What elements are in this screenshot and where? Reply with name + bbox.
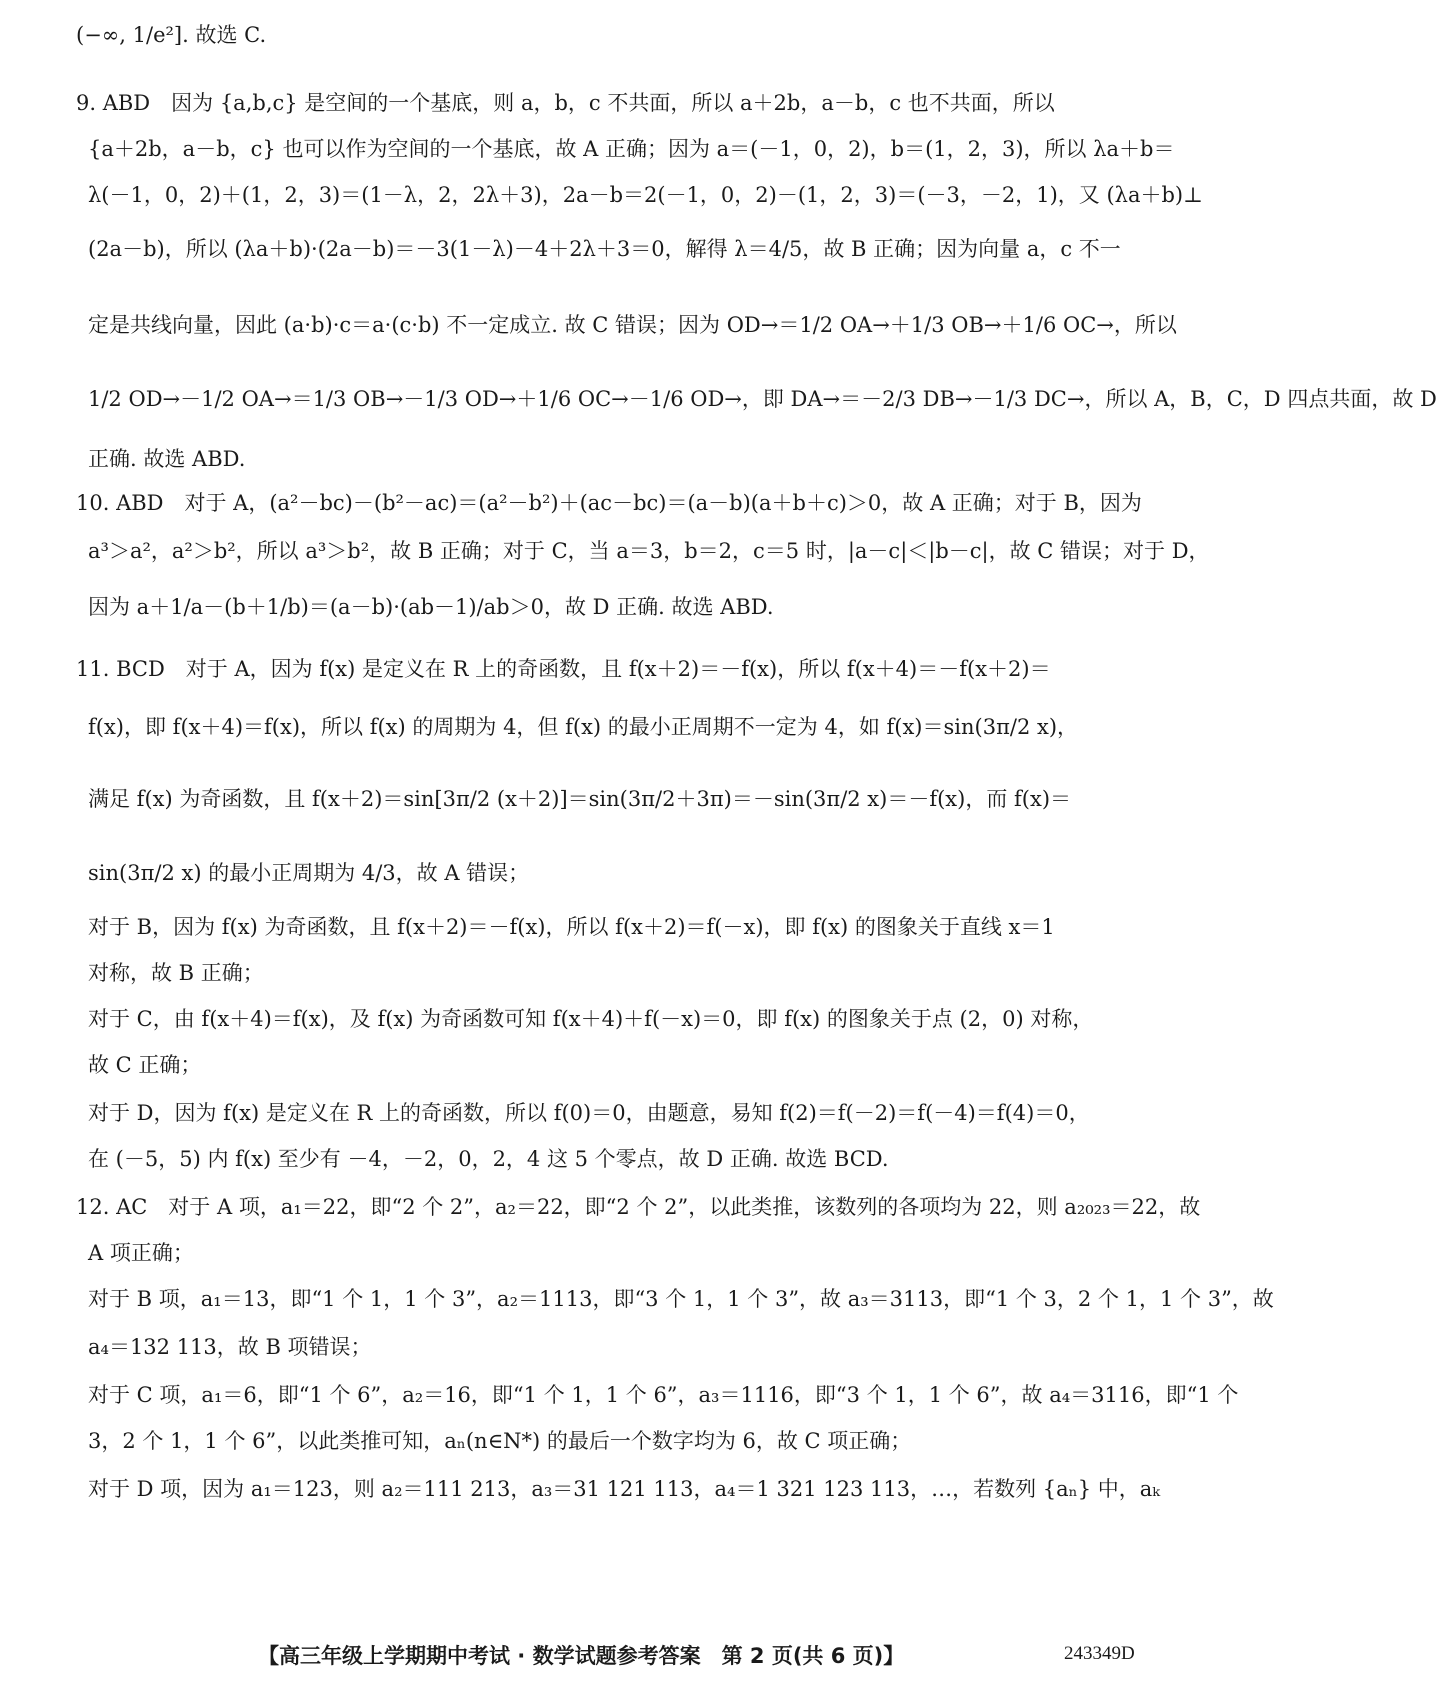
text-line: 定是共线向量，因此 (a·b)·c＝a·(c·b) 不一定成立. 故 C 错误；因为 OD→＝1/2 OA→＋1/3 OB→＋1/6 OC→，所以	[88, 313, 1177, 337]
text-line: 对于 B，因为 f(x) 为奇函数，且 f(x＋2)＝－f(x)，所以 f(x＋2)＝f(－x)，即 f(x) 的图象关于直线 x＝1	[88, 915, 1055, 939]
text-line: 因为 a＋1/a－(b＋1/b)＝(a－b)·(ab－1)/ab＞0，故 D 正确. 故选 ABD.	[88, 595, 774, 619]
text-line: 在 (－5，5) 内 f(x) 至少有 －4，－2，0，2，4 这 5 个零点，故 D 正确. 故选 BCD.	[88, 1147, 889, 1171]
text-line: 对于 D 项，因为 a₁＝123，则 a₂＝111 213，a₃＝31 121 113，a₄＝1 321 123 113，…，若数列 {aₙ} 中，aₖ	[88, 1477, 1160, 1501]
text-line: 1/2 OD→－1/2 OA→＝1/3 OB→－1/3 OD→＋1/6 OC→－1/6 OD→，即 DA→＝－2/3 DB→－1/3 DC→，所以 A，B，C，D 四点共面，故 D	[88, 387, 1437, 411]
text-line: f(x)，即 f(x＋4)＝f(x)，所以 f(x) 的周期为 4，但 f(x) 的最小正周期不一定为 4，如 f(x)＝sin(3π/2 x)，	[88, 715, 1079, 739]
text-line: (2a－b)，所以 (λa＋b)·(2a－b)＝－3(1－λ)－4＋2λ＋3＝0，解得 λ＝4/5，故 B 正确；因为向量 a，c 不一	[88, 237, 1121, 261]
text-line: 11. BCD 对于 A，因为 f(x) 是定义在 R 上的奇函数，且 f(x＋2)＝－f(x)，所以 f(x＋4)＝－f(x＋2)＝	[76, 657, 1051, 681]
text-line: 12. AC 对于 A 项，a₁＝22，即“2 个 2”，a₂＝22，即“2 个 2”，以此类推，该数列的各项均为 22，则 a₂₀₂₃＝22，故	[76, 1195, 1201, 1219]
text-line: 3，2 个 1，1 个 6”，以此类推可知，aₙ(n∈N*) 的最后一个数字均为 6，故 C 项正确；	[88, 1429, 912, 1453]
text-line: λ(－1，0，2)＋(1，2，3)＝(1－λ，2，2λ＋3)，2a－b＝2(－1，0，2)－(1，2，3)＝(－3，－2，1)，又 (λa＋b)⊥	[88, 183, 1203, 207]
text-line: 对于 B 项，a₁＝13，即“1 个 1，1 个 3”，a₂＝1113，即“3 个 1，1 个 3”，故 a₃＝3113，即“1 个 3，2 个 1，1 个 3”，故	[88, 1287, 1274, 1311]
footer-code: 243349D	[1064, 1643, 1135, 1664]
text-line: a³＞a²，a²＞b²，所以 a³＞b²，故 B 正确；对于 C，当 a＝3，b＝2，c＝5 时，|a－c|＜|b－c|，故 C 错误；对于 D，	[88, 539, 1210, 563]
text-line: 对于 D，因为 f(x) 是定义在 R 上的奇函数，所以 f(0)＝0，由题意，易知 f(2)＝f(－2)＝f(－4)＝f(4)＝0，	[88, 1101, 1090, 1125]
text-line: 正确. 故选 ABD.	[88, 447, 246, 471]
text-line: (−∞, 1/e²]. 故选 C.	[76, 23, 267, 47]
text-line: 满足 f(x) 为奇函数，且 f(x＋2)＝sin[3π/2 (x＋2)]＝sin(3π/2＋3π)＝－sin(3π/2 x)＝－f(x)，而 f(x)＝	[88, 787, 1072, 811]
text-line: 对于 C 项，a₁＝6，即“1 个 6”，a₂＝16，即“1 个 1，1 个 6”，a₃＝1116，即“3 个 1，1 个 6”，故 a₄＝3116，即“1 个	[88, 1383, 1239, 1407]
text-line: 10. ABD 对于 A，(a²－bc)－(b²－ac)＝(a²－b²)＋(ac－bc)＝(a－b)(a＋b＋c)＞0，故 A 正确；对于 B，因为	[76, 491, 1142, 515]
footer-title: 【高三年级上学期期中考试 · 数学试题参考答案 第 2 页(共 6 页)】	[258, 1644, 905, 1668]
text-line: 对称，故 B 正确；	[88, 961, 264, 985]
text-line: 故 C 正确；	[88, 1053, 202, 1077]
text-line: 9. ABD 因为 {a,b,c} 是空间的一个基底，则 a，b，c 不共面，所以 a＋2b，a－b，c 也不共面，所以	[76, 91, 1055, 115]
text-line: A 项正确；	[88, 1241, 194, 1265]
text-line: 对于 C，由 f(x＋4)＝f(x)，及 f(x) 为奇函数可知 f(x＋4)＋f(－x)＝0，即 f(x) 的图象关于点 (2，0) 对称，	[88, 1007, 1094, 1031]
text-line: sin(3π/2 x) 的最小正周期为 4/3，故 A 错误；	[88, 861, 530, 885]
text-line: {a＋2b，a－b，c} 也可以作为空间的一个基底，故 A 正确；因为 a＝(－1，0，2)，b＝(1，2，3)，所以 λa＋b＝	[88, 137, 1175, 161]
text-line: a₄＝132 113，故 B 项错误；	[88, 1335, 372, 1359]
